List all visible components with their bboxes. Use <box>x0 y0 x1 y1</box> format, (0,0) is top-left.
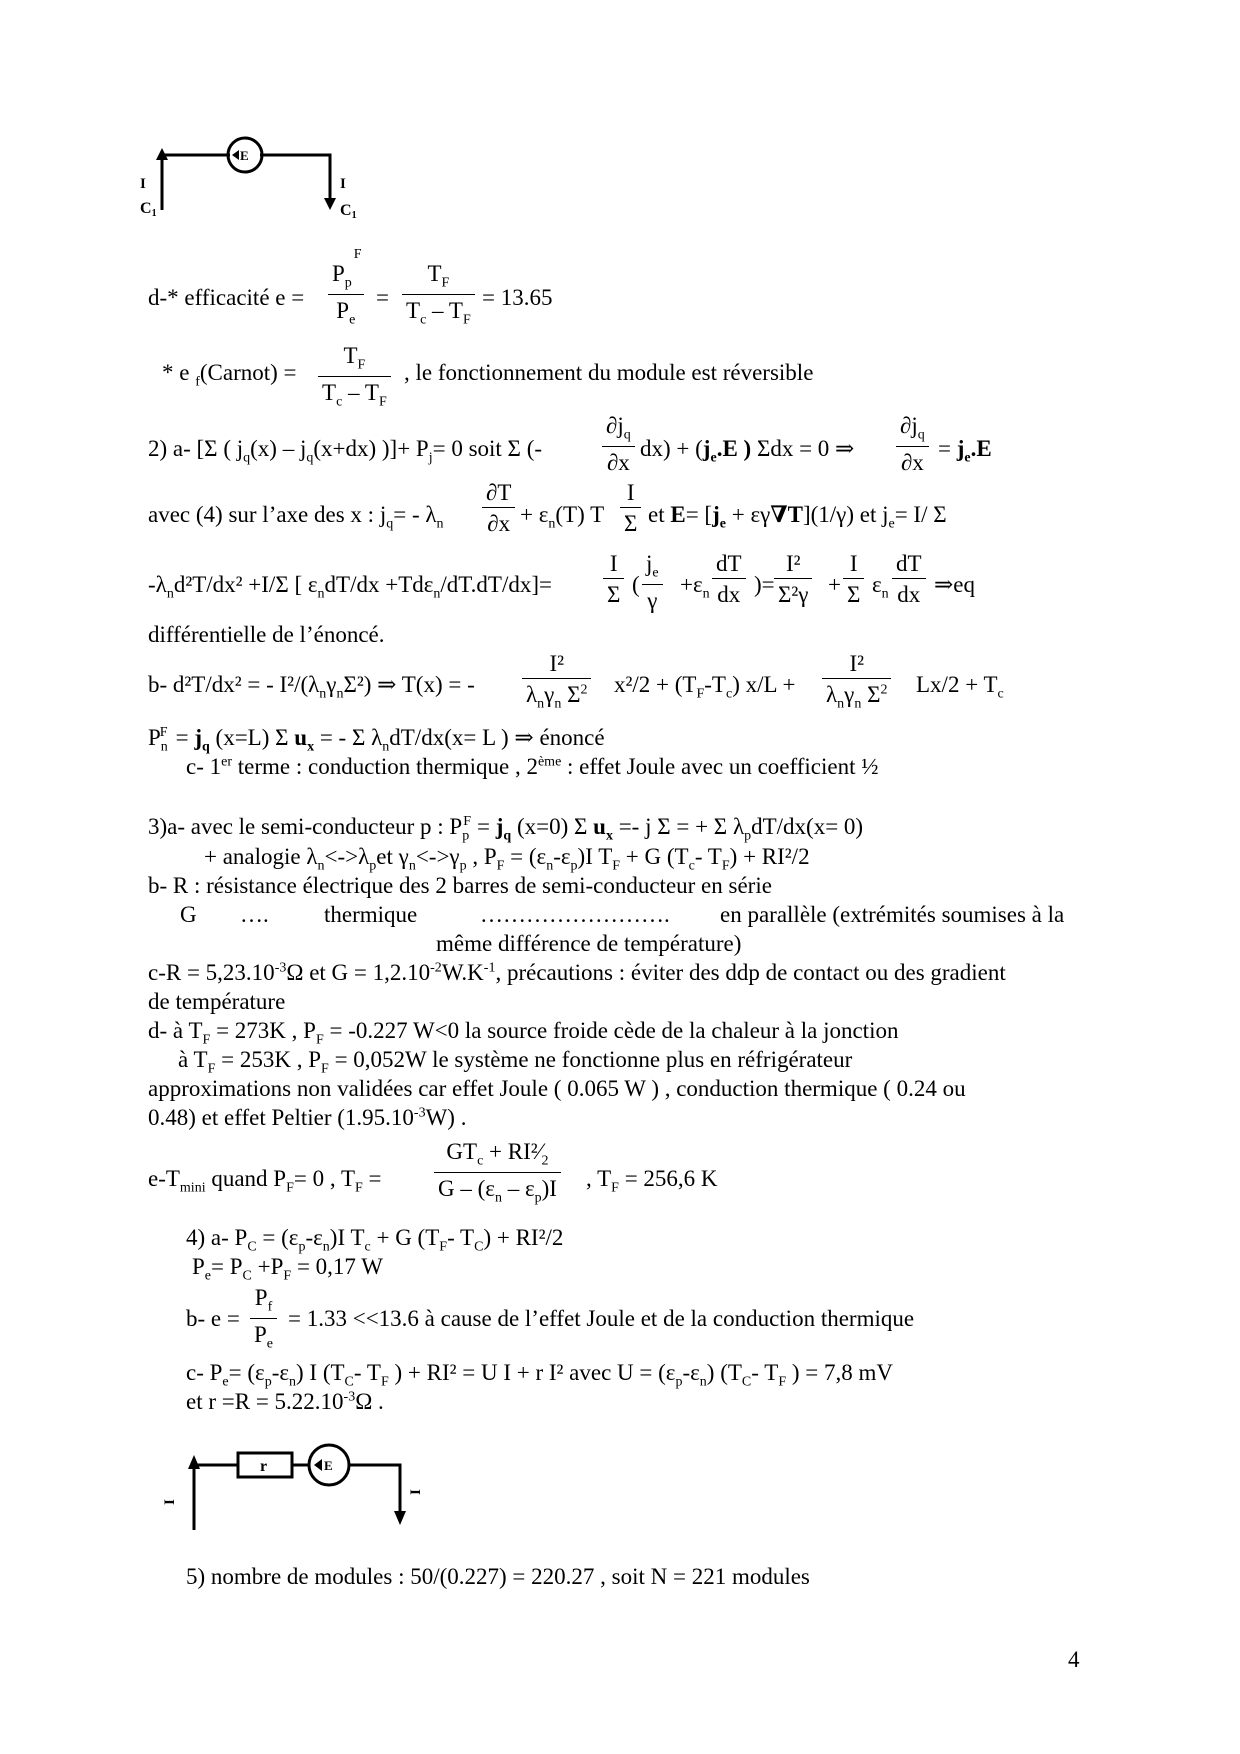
text: avec (4) sur l’axe des x : $j_q= - \lambda_n$ <box>148 502 444 532</box>
text: $Lx/2 + T_c$ <box>916 672 1004 702</box>
fraction: $\frac{\partial T}{\partial x}$ <box>482 481 515 535</box>
current-label-right: I <box>340 176 346 192</box>
fraction: $\frac{\text{I²}}{\text{Σ²γ}}$ <box>774 552 812 606</box>
text: $+\varepsilon_n$ <box>680 572 710 602</box>
text: = <box>376 285 389 310</box>
arrow-left-icon <box>232 150 239 160</box>
text: et $r =R = 5.22.10^{-3}\Omega$ . <box>186 1389 384 1414</box>
fraction: $\frac{\partial j_q}{\partial x}$ <box>602 414 635 474</box>
text: 3)a- avec le semi-conducteur p : $P_p^F = j_q$ (x=0) Σ $u_x =- j$ Σ = + Σ $\lambda_pdT/dx(x= 0)$ <box>148 814 864 844</box>
text: d-* efficacité e = <box>148 285 305 310</box>
text: différentielle de l’énoncé. <box>148 622 385 647</box>
text: )= <box>754 572 775 597</box>
fraction: $\frac{I}{\Sigma}$ <box>603 552 624 606</box>
arrow-up-icon <box>188 1455 200 1469</box>
text: + $\varepsilon_n(T)$ T <box>520 502 605 532</box>
circuit-wire <box>194 1465 400 1530</box>
arrow-left-icon <box>314 1459 322 1471</box>
text: = 13.65 <box>482 285 553 310</box>
text: ……………………. <box>480 902 670 927</box>
text: 5) nombre de modules : 50/(0.227) = 220.27 , soit N = 221 modules <box>186 1564 810 1589</box>
text: b- d²T/dx² = - $I^2/(\lambda_n\gamma_n\Sigma^2)$ ⇒ T(x) = - <box>148 672 475 702</box>
arrow-down-icon <box>394 1511 406 1525</box>
page-number: 4 <box>1068 1647 1080 1672</box>
fraction: $\frac{I}{\Sigma}$ <box>843 552 864 606</box>
text: $-\lambda_nd^2T$/dx² +I/Σ [ $\varepsilon_ndT/dx +Td\varepsilon_n/dT.dT/dx]=$ <box>148 572 552 602</box>
fraction: $\frac{\partial j_q}{\partial x}$ <box>896 414 929 474</box>
fraction: $\frac{dT}{dx}$ <box>892 552 926 606</box>
text: b- e = <box>186 1306 240 1331</box>
text: 4) a- $P_C = (\varepsilon_p-\varepsilon_n)I$ $T_c + G$ ($T_F-$ $T_C) + RI^2/2$ <box>186 1225 564 1255</box>
fraction: $\frac{T_F}{T_c - T_F}$ <box>402 262 475 327</box>
current-label-left: I <box>140 176 146 192</box>
resistor-label: r <box>260 1458 268 1475</box>
fraction: $\frac{dT}{dx}$ <box>712 552 746 606</box>
text: à $T_F = 253K$ , $P_F = 0,052W$ le système ne fonctionne plus en réfrigérateur <box>178 1047 853 1077</box>
text: en parallèle (extrémités soumises à la <box>720 902 1065 927</box>
fraction: $\frac{T_F}{T_c - T_F}$ <box>318 344 391 409</box>
text: c- 1er terme : conduction thermique , 2ème : effet Joule avec un coefficient ½ <box>186 754 879 779</box>
text: = 1.33 <<13.6 à cause de l’effet Joule et de la conduction thermique <box>288 1306 915 1331</box>
text: et $E= [j_e + \varepsilon\gamma\nabla T](1/\gamma)$ et $j_e= I/$ Σ <box>648 502 947 532</box>
text: approximations non validées car effet Joule ( 0.065 W ) , conduction thermique ( 0.24 ou <box>148 1076 966 1101</box>
text: thermique <box>324 902 418 927</box>
fraction: $\frac{j_e}{\gamma}$ <box>642 552 663 612</box>
circuit-diagram-2 <box>150 1425 450 1535</box>
current-label-right: I <box>408 1489 424 1495</box>
fraction: $\frac{P_f}{P_e}$ <box>250 1286 277 1351</box>
cold-label-left: C1 <box>140 200 157 219</box>
text: 2) a- [Σ ( $j_q(x) - j_q(x+dx)$ )]+ $P_j= 0$ soit Σ (- <box>148 436 543 466</box>
text: $dx) + (j_e.E$ ) Σdx = 0 ⇒ <box>640 436 855 466</box>
text: c- $P_e= (\varepsilon_p-\varepsilon_n)$ I ($T_C-$ $T_F$ ) + RI² = U I + r I² avec $U = (\varepsilon_p-\varepsilon_n)$ ($T_C-$ $T_F$ ) = 7,8 mV <box>186 1360 893 1390</box>
fraction: $P_p^F$ $P_e$ <box>328 262 364 327</box>
text: d- à $T_F = 273K$ , $P_F = -0.227$ W<0 la source froide cède de la chaleur à la jonction <box>148 1018 899 1048</box>
fraction: I² $\lambda_n\gamma_n$ $\Sigma^2$ <box>522 652 591 712</box>
text: $e-T_{mini}$ quand $P_F= 0$ , $T_F$ = <box>148 1166 382 1196</box>
text: b- R : résistance électrique des 2 barres de semi-conducteur en série <box>148 873 772 898</box>
emf-label: E <box>240 148 249 163</box>
circuit-wire <box>162 155 330 210</box>
text: * e $_f$(Carnot) = <box>162 360 297 390</box>
fraction: I² $\lambda_n\gamma_n$ $\Sigma^2$ <box>822 652 891 712</box>
text: même différence de température) <box>436 931 742 956</box>
text: $P_e= P_C +P_F = 0,17$ W <box>192 1254 383 1284</box>
current-label-left: I <box>162 1499 178 1505</box>
text: $\varepsilon_n$ <box>872 572 889 602</box>
circuit-diagram-1 <box>140 130 360 220</box>
arrow-down-icon <box>324 198 336 210</box>
text: $x^2/2 + (T_F-T_c) x/L$ + <box>614 672 796 702</box>
text: ( <box>632 572 640 597</box>
text: de température <box>148 989 286 1014</box>
text: + analogie $\lambda_n<->\lambda_pet$ $\gamma_n<->\gamma_p$ , $P_F = (\varepsilon_n-\varepsilon_p)I$ $T_F + G$ ($T_c-$ $T_F) + RI^2/2$ <box>204 844 810 874</box>
text: , $T_F = 256,6$ K <box>586 1166 718 1196</box>
fraction: $\frac{I}{\Sigma}$ <box>620 481 641 535</box>
cold-label-right: C1 <box>340 202 357 220</box>
text: , le fonctionnement du module est réversible <box>404 360 814 385</box>
text: G <box>180 902 197 927</box>
text: …. <box>240 902 269 927</box>
text: 0.48) et effet Peltier $(1.95.10^{-3}W)$ . <box>148 1105 467 1130</box>
text: = $j_e.E$ <box>938 436 992 466</box>
text: ⇒eq <box>934 572 975 597</box>
text: $P_n^F = j_q$ (x=L) Σ $u_x$ = - Σ $\lambda_ndT/dx(x= L$ ) ⇒ énoncé <box>148 725 605 755</box>
fraction: $GT_c$ + $RI^2⁄_2$ G – $(\varepsilon_n - \varepsilon_p)I$ <box>434 1140 561 1205</box>
emf-label: E <box>324 1458 333 1473</box>
text: + <box>828 572 841 597</box>
text: $c-R = 5,23.10^{-3}\Omega$ et $G = 1,2.10^{-2}W.K^{-1}$, précautions : éviter des ddp de contact ou des gradient <box>148 960 1006 985</box>
